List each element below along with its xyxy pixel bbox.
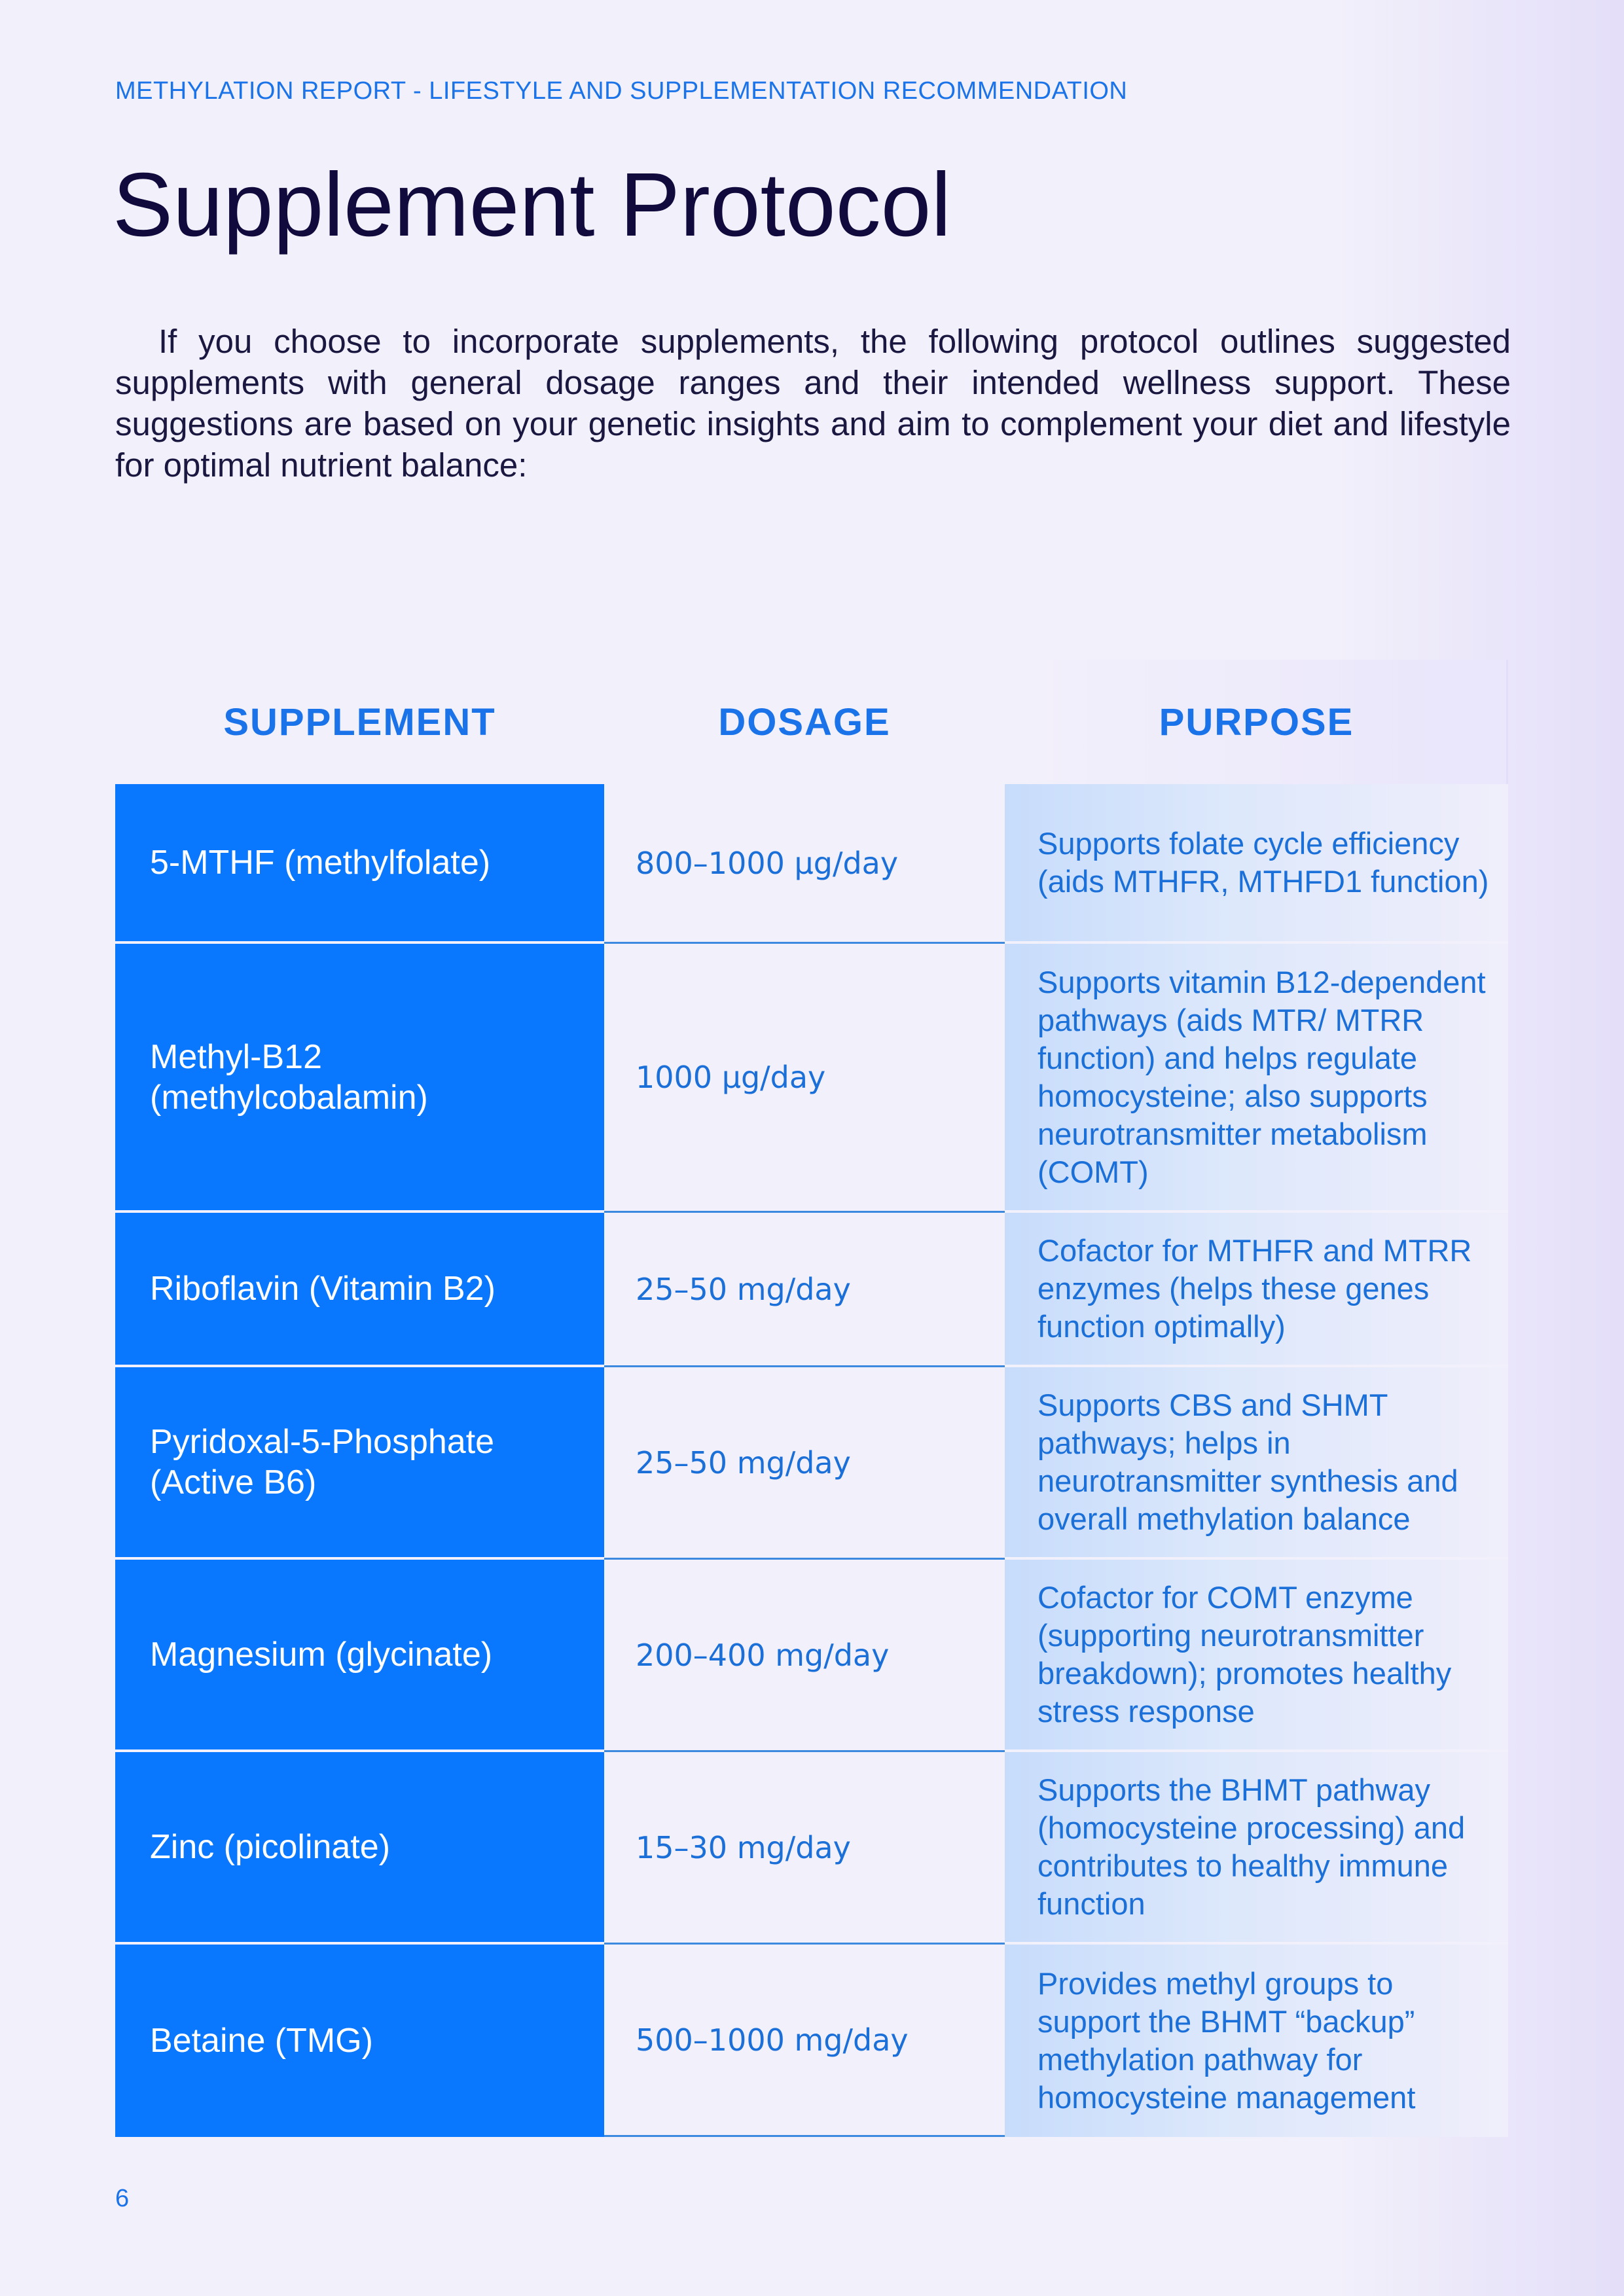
table-row bbox=[115, 1560, 1508, 1752]
supplement-name: Pyridoxal-5-Phosphate (Active B6) bbox=[115, 1367, 604, 1560]
dosage-value: 25–50 mg/day bbox=[604, 1367, 1005, 1560]
purpose-text: Cofactor for MTHFR and MTRR enzymes (helps these genes function optimally) bbox=[1005, 1213, 1508, 1367]
page-title: Supplement Protocol bbox=[113, 154, 952, 255]
dosage-value: 500–1000 mg/day bbox=[604, 1945, 1005, 2137]
table-row bbox=[115, 784, 1508, 944]
dosage-value: 1000 μg/day bbox=[604, 944, 1005, 1213]
supplement-name: Magnesium (glycinate) bbox=[115, 1560, 604, 1752]
dosage-value: 15–30 mg/day bbox=[604, 1752, 1005, 1945]
table-row bbox=[115, 1213, 1508, 1367]
purpose-text: Cofactor for COMT enzyme (supporting neurotransmitter breakdown); promotes healthy stress response bbox=[1005, 1560, 1508, 1752]
supplement-name: Riboflavin (Vitamin B2) bbox=[115, 1213, 604, 1367]
purpose-text: Supports CBS and SHMT pathways; helps in neurotransmitter synthesis and overall methylation balance bbox=[1005, 1367, 1508, 1560]
report-eyebrow: METHYLATION REPORT - LIFESTYLE AND SUPPLEMENTATION RECOMMENDATION bbox=[115, 77, 1128, 105]
supplement-name: Zinc (picolinate) bbox=[115, 1752, 604, 1945]
purpose-text: Supports folate cycle efficiency (aids MTHFR, MTHFD1 function) bbox=[1005, 784, 1508, 944]
table-row bbox=[115, 944, 1508, 1213]
supplement-table bbox=[115, 660, 1508, 2137]
header-purpose: PURPOSE bbox=[1159, 700, 1354, 744]
purpose-text: Provides methyl groups to support the BHMT “backup” methylation pathway for homocysteine management bbox=[1005, 1945, 1508, 2137]
header-supplement: SUPPLEMENT bbox=[223, 700, 496, 744]
header-dosage: DOSAGE bbox=[718, 700, 891, 744]
supplement-name: 5-MTHF (methylfolate) bbox=[115, 784, 604, 944]
supplement-name: Methyl-B12 (methylcobalamin) bbox=[115, 944, 604, 1213]
purpose-text: Supports vitamin B12-dependent pathways (aids MTR/ MTRR function) and helps regulate homocysteine; also supports neurotransmitter metabolism (COMT) bbox=[1005, 944, 1508, 1213]
table-row bbox=[115, 1367, 1508, 1560]
table-header bbox=[115, 660, 1508, 784]
purpose-text: Supports the BHMT pathway (homocysteine processing) and contributes to healthy immune function bbox=[1005, 1752, 1508, 1945]
supplement-name: Betaine (TMG) bbox=[115, 1945, 604, 2137]
table-row bbox=[115, 1945, 1508, 2137]
dosage-value: 800–1000 μg/day bbox=[604, 784, 1005, 944]
table-row bbox=[115, 1752, 1508, 1945]
dosage-value: 25–50 mg/day bbox=[604, 1213, 1005, 1367]
intro-paragraph: If you choose to incorporate supplements, the following protocol outlines suggested supplements with general dosage ranges and their intended wellness support. These suggestions are based on your genetic insights and aim to complement your diet and lifestyle for optimal nutrient balance: bbox=[115, 323, 1511, 484]
dosage-value: 200–400 mg/day bbox=[604, 1560, 1005, 1752]
page-number: 6 bbox=[115, 2185, 130, 2212]
